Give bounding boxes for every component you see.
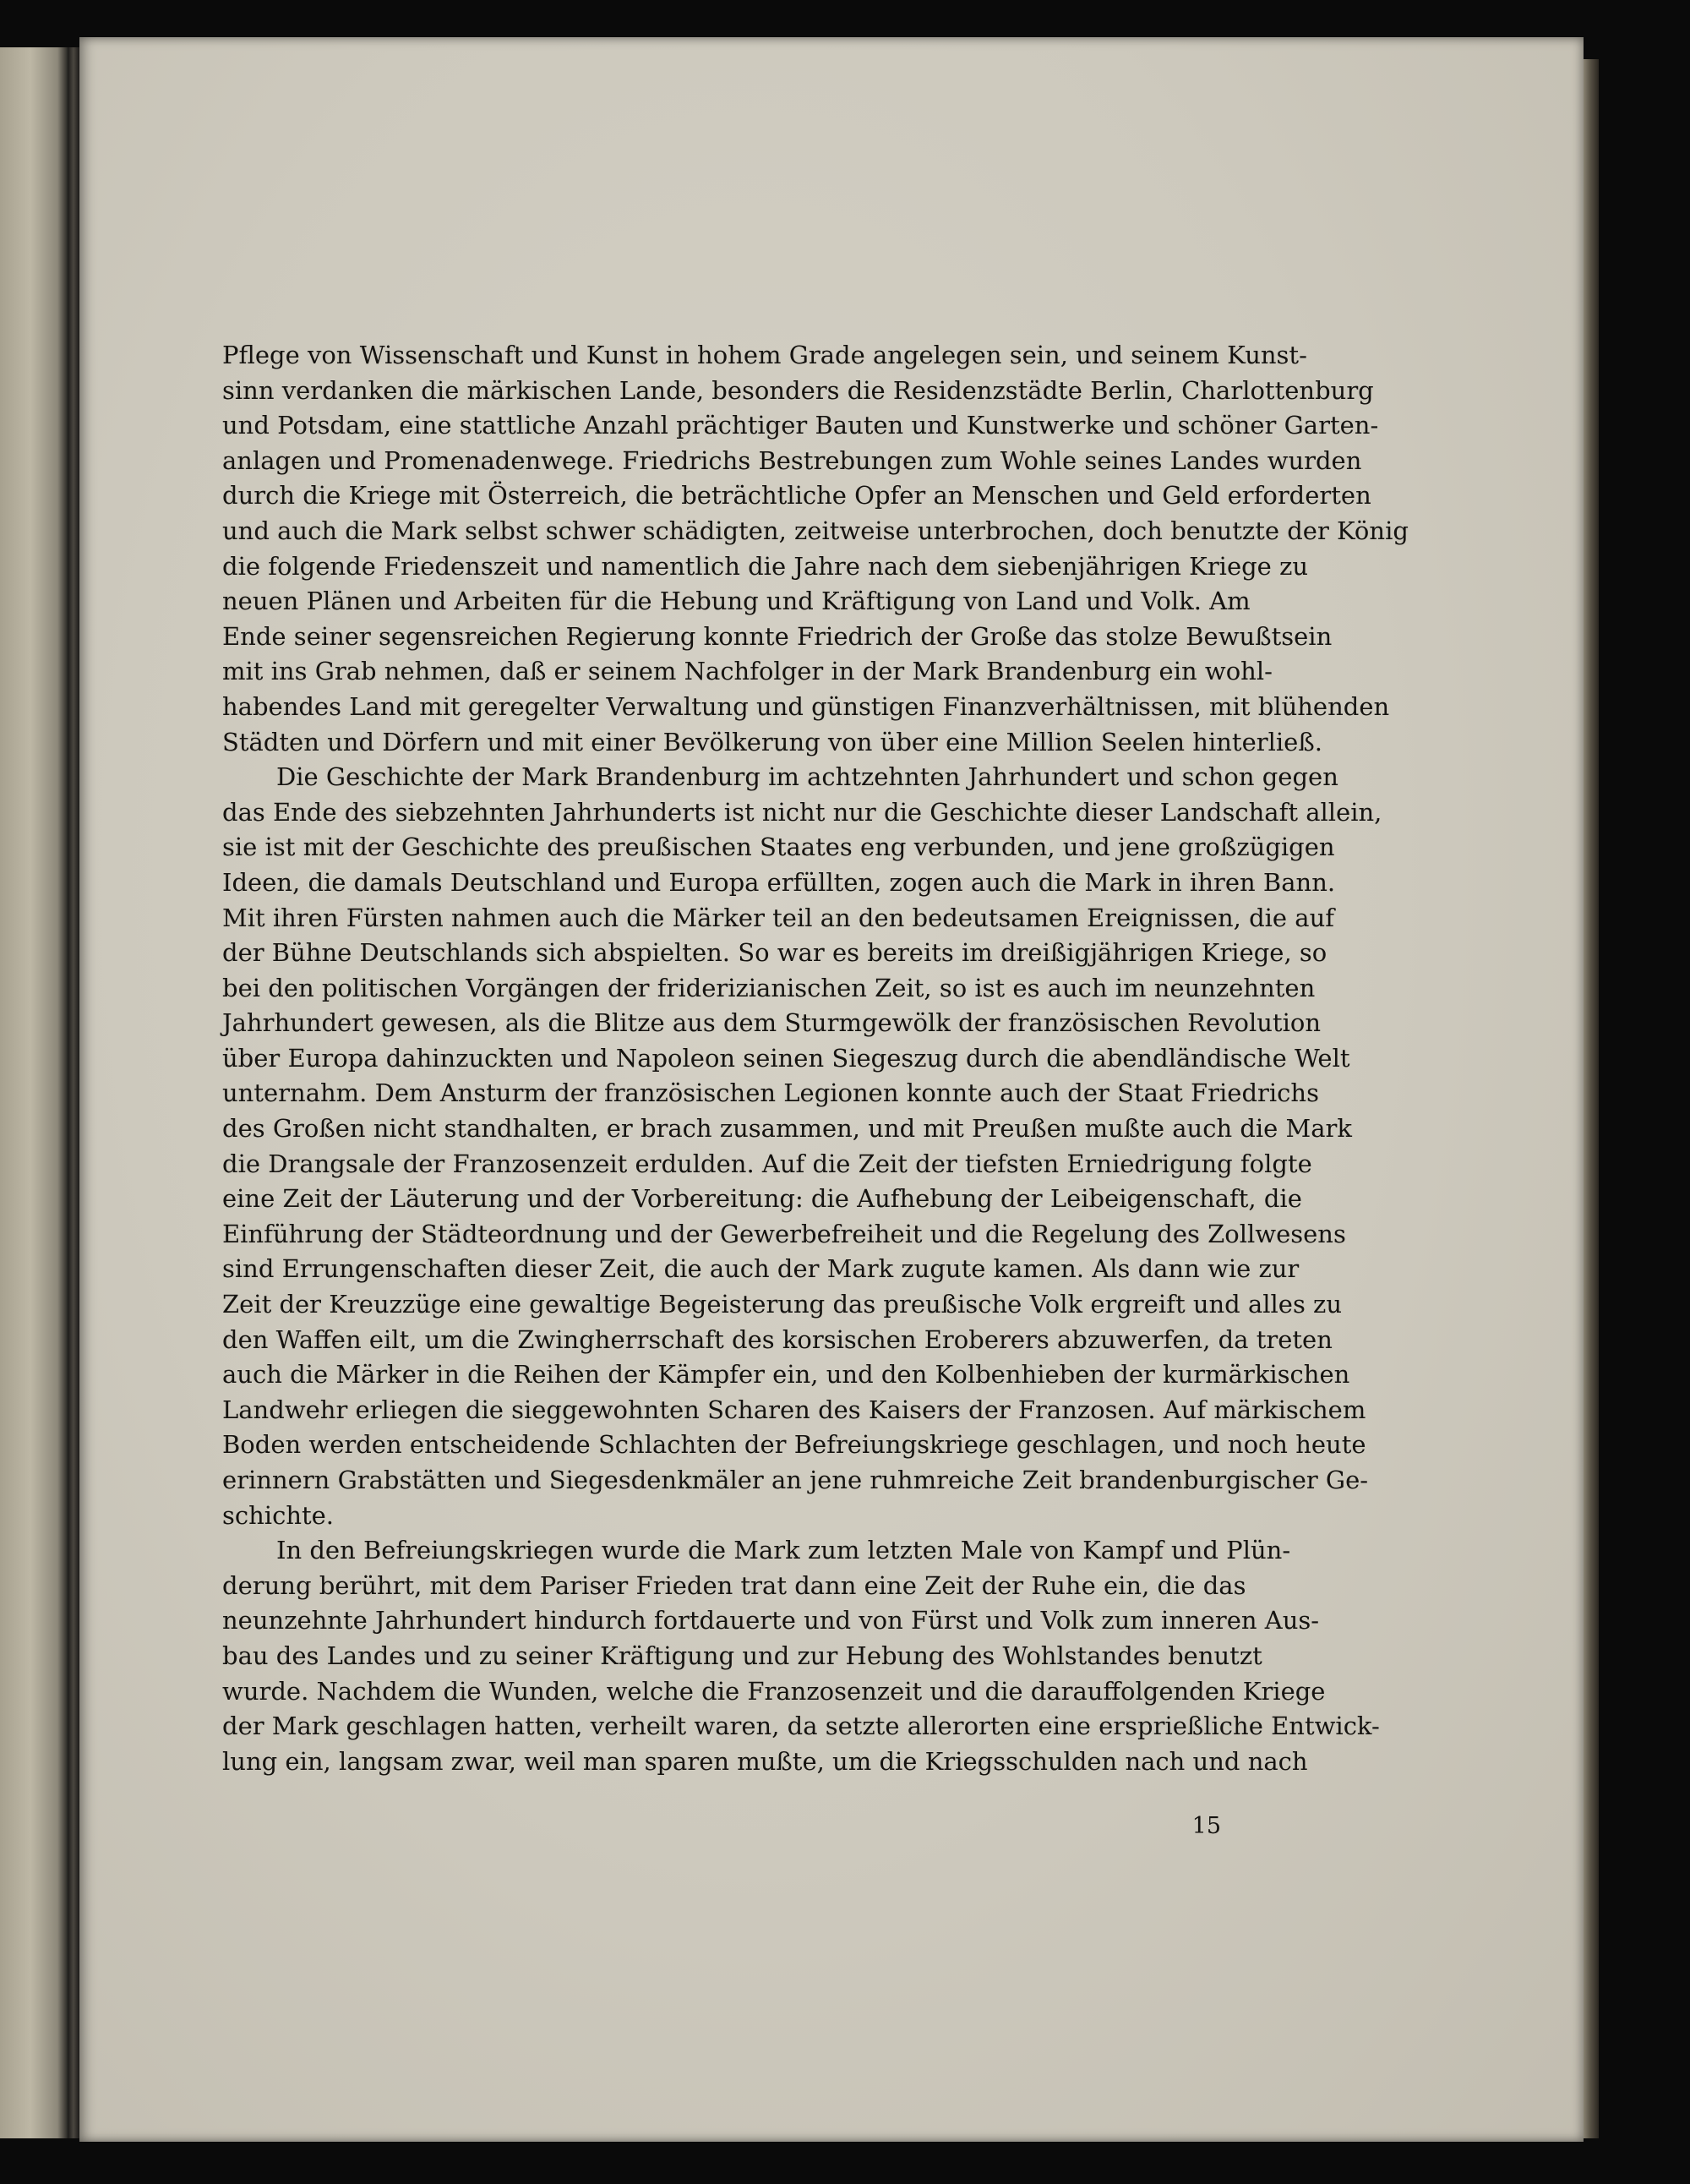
text-line: lung ein, langsam zwar, weil man sparen mußte, um die Kriegsschulden nach und nach (222, 1746, 1308, 1776)
text-line: schichte. (222, 1500, 335, 1530)
text-line: bau des Landes und zu seiner Kräftigung und zur Hebung des Wohlstandes benutzt (222, 1641, 1262, 1670)
text-line: mit ins Grab nehmen, daß er seinem Nachfolger in der Mark Brandenburg ein wohl- (222, 657, 1273, 686)
text-line: der Mark geschlagen hatten, verheilt waren, da setzte allerorten eine ersprießliche Entwick- (222, 1712, 1380, 1741)
text-line: Jahrhundert gewesen, als die Blitze aus dem Sturmgewölk der französischen Revolution (222, 1008, 1322, 1038)
text-line: des Großen nicht standhalten, er brach zusammen, und mit Preußen mußte auch die Mark (222, 1114, 1352, 1144)
text-line: sind Errungenschaften dieser Zeit, die auch der Mark zugute kamen. Als dann wie zur (222, 1254, 1300, 1284)
text-line: und auch die Mark selbst schwer schädigten, zeitweise unterbrochen, doch benutzte der König (222, 516, 1409, 545)
text-line: neuen Plänen und Arbeiten für die Hebung und Kräftigung von Land und Volk. Am (222, 587, 1251, 616)
text-line: erinnern Grabstätten und Siegesdenkmäler an jene ruhmreiche Zeit brandenburgischer Ge- (222, 1466, 1369, 1494)
text-line: und Potsdam, eine stattliche Anzahl prächtiger Bauten und Kunstwerke und schöner Garten- (222, 411, 1379, 440)
text-line: In den Befreiungskriegen wurde die Mark zum letzten Male von Kampf und Plün- (276, 1536, 1291, 1565)
page-edge-right (1584, 59, 1599, 2138)
body-text (222, 338, 1409, 1779)
text-line: eine Zeit der Läuterung und der Vorbereitung: die Aufhebung der Leibeigenschaft, die (222, 1184, 1302, 1214)
book-spine (68, 47, 79, 2138)
text-line: durch die Kriege mit Österreich, die beträchtliche Opfer an Menschen und Geld erforderten (222, 481, 1371, 511)
text-line: der Bühne Deutschlands sich abspielten. So war es bereits im dreißigjährigen Kriege, so (222, 938, 1327, 968)
text-line: Ende seiner segensreichen Regierung konnte Friedrich der Große das stolze Bewußtsein (222, 621, 1333, 651)
text-line: unternahm. Dem Ansturm der französischen Legionen konnte auch der Staat Friedrichs (222, 1078, 1319, 1108)
text-line: anlagen und Promenadenwege. Friedrichs Bestrebungen zum Wohle seines Landes wurden (222, 445, 1362, 475)
text-line: das Ende des siebzehnten Jahrhunderts ist nicht nur die Geschichte dieser Landschaft allein, (222, 797, 1382, 827)
text-line: Mit ihren Fürsten nahmen auch die Märker teil an den bedeutsamen Ereignissen, die auf (222, 903, 1335, 932)
text-line: Die Geschichte der Mark Brandenburg im achtzehnten Jahrhundert und schon gegen (276, 762, 1338, 792)
text-line: über Europa dahinzuckten und Napoleon seinen Siegeszug durch die abendländische Welt (222, 1043, 1350, 1073)
text-line: Pflege von Wissenschaft und Kunst in hohem Grade angelegen sein, und seinem Kunst- (222, 341, 1307, 369)
text-line: habendes Land mit geregelter Verwaltung und günstigen Finanzverhältnissen, mit blühenden (222, 691, 1390, 721)
text-line: derung berührt, mit dem Pariser Frieden trat dann eine Zeit der Ruhe ein, die das (222, 1570, 1246, 1600)
text-line: sinn verdanken die märkischen Lande, besonders die Residenzstädte Berlin, Charlottenburg (222, 375, 1374, 405)
text-line: die folgende Friedenszeit und namentlich die Jahre nach dem siebenjährigen Kriege zu (222, 551, 1309, 581)
text-line: wurde. Nachdem die Wunden, welche die Franzosenzeit und die darauffolgenden Kriege (222, 1676, 1326, 1706)
text-line: Zeit der Kreuzzüge eine gewaltige Begeisterung das preußische Volk ergreift und alles zu (222, 1290, 1343, 1319)
text-line: Boden werden entscheidende Schlachten der Befreiungskriege geschlagen, und noch heute (222, 1430, 1366, 1460)
text-line: auch die Märker in die Reihen der Kämpfer ein, und den Kolbenhieben der kurmärkischen (222, 1360, 1350, 1390)
text-line: Ideen, die damals Deutschland und Europa erfüllten, zogen auch die Mark in ihren Bann. (222, 867, 1336, 897)
text-line: sie ist mit der Geschichte des preußischen Staates eng verbunden, und jene großzügigen (222, 833, 1335, 862)
text-line: Städten und Dörfern und mit einer Bevölkerung von über eine Million Seelen hinterließ. (222, 727, 1322, 756)
text-line: bei den politischen Vorgängen der friderizianischen Zeit, so ist es auch im neunzehnten (222, 973, 1316, 1002)
text-line: neunzehnte Jahrhundert hindurch fortdauerte und von Fürst und Volk zum inneren Aus- (222, 1606, 1320, 1635)
page-number: 15 (1191, 1813, 1221, 1839)
previous-page-edge (0, 47, 68, 2138)
text-line: Einführung der Städteordnung und der Gewerbefreiheit und die Regelung des Zollwesens (222, 1219, 1346, 1248)
text-line: Landwehr erliegen die sieggewohnten Scharen des Kaisers der Franzosen. Auf märkischem (222, 1395, 1366, 1424)
text-line: die Drangsale der Franzosenzeit erdulden. Auf die Zeit der tiefsten Erniedrigung folgte (222, 1149, 1312, 1178)
text-line: den Waffen eilt, um die Zwingherrschaft des korsischen Eroberers abzuwerfen, da treten (222, 1324, 1333, 1354)
